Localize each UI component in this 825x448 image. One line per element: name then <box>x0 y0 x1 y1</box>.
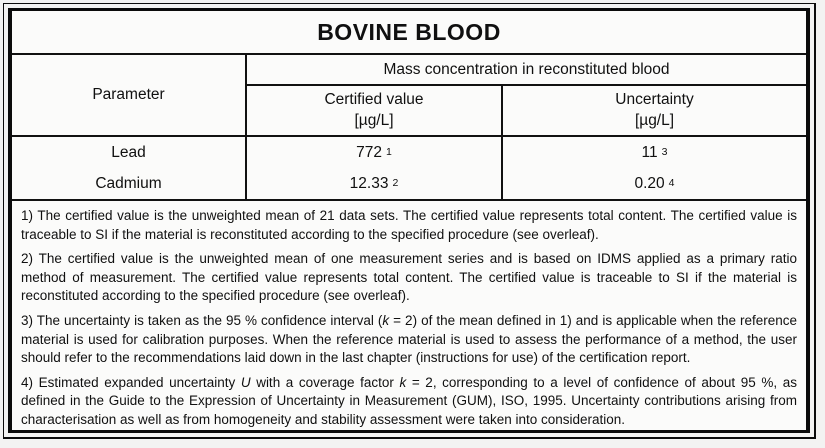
header-uncertainty-unit: [µg/L] <box>634 111 675 129</box>
table-outer-frame <box>3 3 816 439</box>
footnote-3: 3) The uncertainty is taken as the 95 % confidence interval (k = 2) of the mean defined in 1) and is applicable when the reference material is used for calibration purposes. When the reference material is used to assess the performance of a method, the user should refer to the recommendations laid down in the last chapter (instructions for use) of the certification report. <box>21 312 798 366</box>
table-title: BOVINE BLOOD <box>12 11 806 55</box>
uncertainty-value-cadmium: 0.20 $^4$ <box>503 169 806 201</box>
certified-value-cadmium-number: 12.33 <box>349 175 389 192</box>
footnotes-section <box>12 201 806 434</box>
header-certified-value <box>247 86 503 137</box>
certified-value-cadmium: 12.33 $^2$ <box>247 169 503 201</box>
bovine-blood-table <box>8 8 810 433</box>
header-certified-value-label: Certified value <box>324 90 424 108</box>
header-certified-value-unit: [µg/L] <box>354 111 394 129</box>
param-name-lead: Lead <box>12 137 247 169</box>
certified-value-lead: 772 $^1$ <box>247 137 503 169</box>
header-uncertainty <box>503 86 806 137</box>
uncertainty-value-lead-number: 11 <box>641 144 658 161</box>
header-mass-concentration: Mass concentration in reconstituted blood <box>247 55 806 86</box>
uncertainty-value-lead: 11 $^3$ <box>641 144 668 161</box>
header-parameter: Parameter <box>12 55 247 137</box>
header-uncertainty-label: Uncertainty <box>615 90 694 108</box>
footnote-1: 1) The certified value is the unweighted mean of 21 data sets. The certified value represents total content. The certified value is traceable to SI if the material is reconstituted according to the specified procedure (see overleaf). <box>21 208 797 242</box>
param-name-cadmium: Cadmium <box>12 169 247 201</box>
footnote-2: 2) The certified value is the unweighted mean of one measurement series and is based on IDMS applied as a primary ratio method of measurement. The certified value represents total content. The certified value is traceable to SI if the material is reconstituted according to the specified procedure (see overleaf). <box>21 251 797 304</box>
certified-value-lead-number: 772 <box>356 144 383 161</box>
table-grid <box>12 11 806 430</box>
footnote-4: 4) Estimated expanded uncertainty U with a coverage factor k = 2, corresponding to a level of confidence of about 95 %, as defined in the Guide to the Expression of Uncertainty in Measurement (GUM), ISO, 1995. Uncertainty contributions arising from characterisation as well as from homogeneity and stability assessment were taken into consideration. <box>21 374 798 427</box>
uncertainty-value-cadmium-number: 0.20 <box>634 175 665 192</box>
